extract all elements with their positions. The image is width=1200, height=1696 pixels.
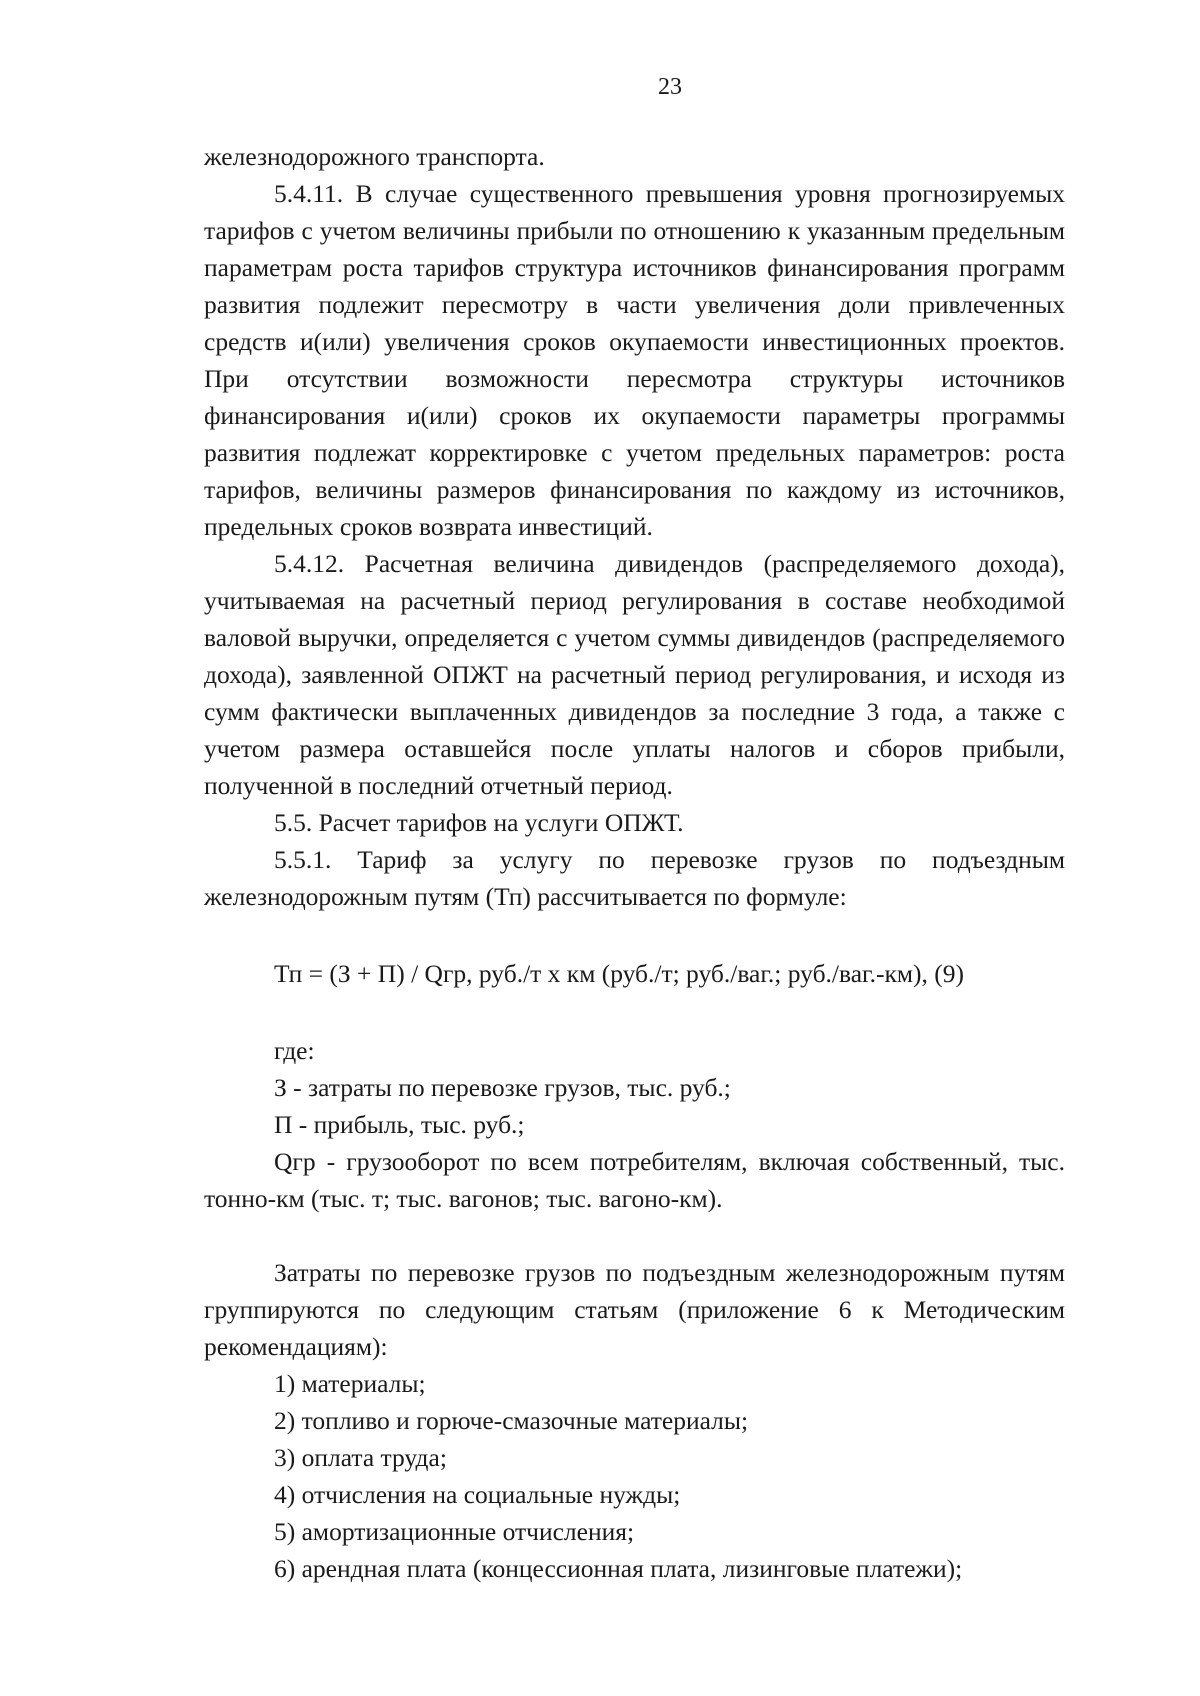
list-item: 4) отчисления на социальные нужды; [274,1480,681,1509]
list-item: 5) амортизационные отчисления; [274,1517,635,1546]
definition-p: П - прибыль, тыс. руб.; [274,1110,525,1139]
section-heading-5-5: 5.5. Расчет тарифов на услуги ОПЖТ. [274,808,684,837]
page-number: 23 [658,74,682,100]
spacer [204,1217,1065,1254]
paragraph-continuation: железнодорожного транспорта. [204,142,545,171]
paragraph-5-5-1: 5.5.1. Тариф за услугу по перевозке грузов по подъездным железнодорожным путям (Тп) рассчитывается по формуле: [204,845,1065,911]
definition-z: З - затраты по перевозке грузов, тыс. руб.; [274,1073,731,1102]
list-item: 3) оплата труда; [274,1443,447,1472]
definition-qgr: Qгр - грузооборот по всем потребителям, включая собственный, тыс. тонно-км (тыс. т; тыс. вагонов; тыс. вагоно-км). [204,1147,1065,1213]
paragraph-5-4-11: 5.4.11. В случае существенного превышения уровня прогнозируемых тарифов с учетом величины прибыли по отношению к указанным предельным параметрам роста тарифов структура источников финансирования программ развития подлежит пересмотру в части увеличения доли привлеченных средств и(или) увеличения сроков окупаемости инвестиционных проектов. При отсутствии возможности пересмотра структуры источников финансирования и(или) сроков их окупаемости параметры программы развития подлежат корректировке с учетом предельных параметров: роста тарифов, величины размеров финансирования по каждому из источников, предельных сроков возврата инвестиций. [204,179,1065,541]
tariff-formula: Тп = (З + П) / Qгр, руб./т х км (руб./т; руб./ваг.; руб./ваг.-км), (9) [274,959,964,988]
list-item: 6) арендная плата (концессионная плата, лизинговые платежи); [274,1554,963,1583]
where-label: где: [274,1036,315,1065]
list-item: 2) топливо и горюче-смазочные материалы; [274,1406,749,1435]
list-item: 1) материалы; [274,1369,426,1398]
paragraph-5-4-12: 5.4.12. Расчетная величина дивидендов (распределяемого дохода), учитываемая на расчетный период регулирования в составе необходимой валовой выручки, определяется с учетом суммы дивидендов (распределяемого дохода), заявленной ОПЖТ на расчетный период регулирования, и исходя из сумм фактически выплаченных дивидендов за последние 3 года, а также с учетом размера оставшейся после уплаты налогов и сборов прибыли, полученной в последний отчетный период. [204,549,1065,800]
costs-intro: Затраты по перевозке грузов по подъездным железнодорожным путям группируются по следующим статьям (приложение 6 к Методическим рекомендациям): [204,1258,1065,1361]
document-body [204,138,1065,1587]
